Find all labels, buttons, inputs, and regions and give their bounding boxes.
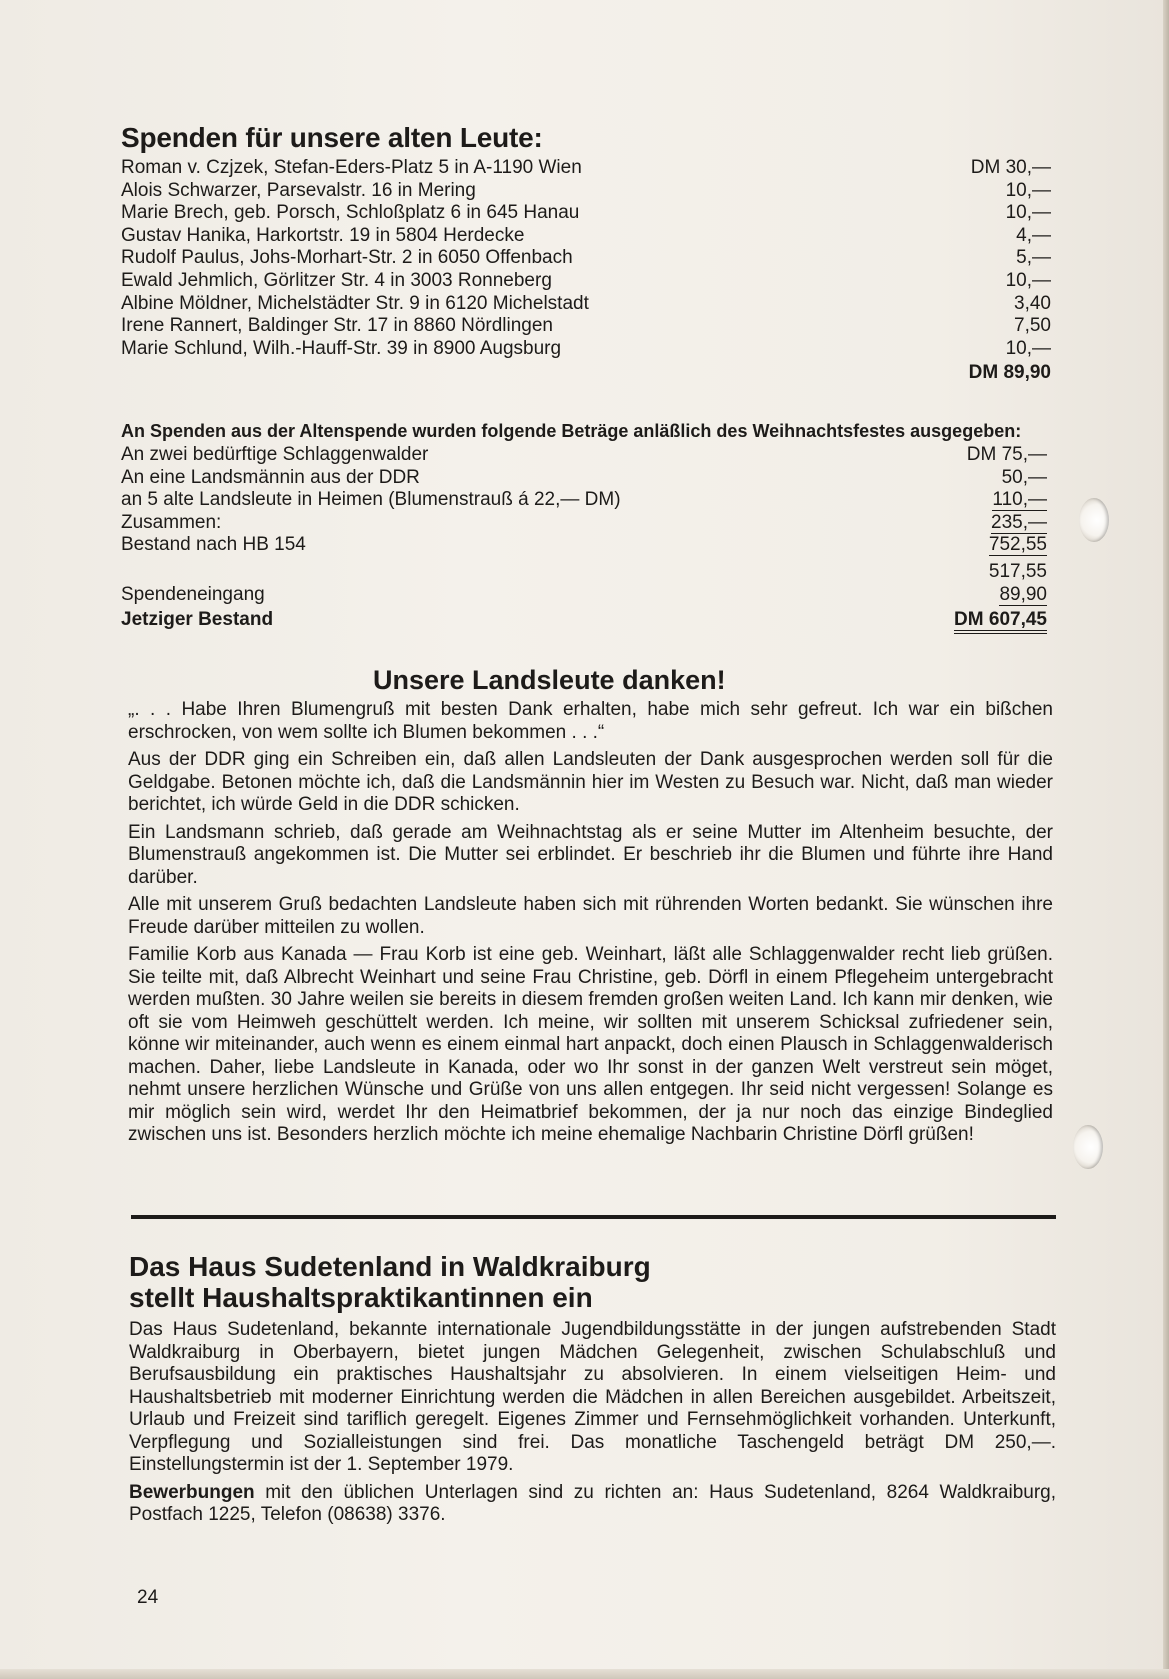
balance-block bbox=[121, 512, 1047, 632]
donation-amount: 10,— bbox=[1005, 337, 1051, 359]
haus-apply-rest: mit den üblichen Unterlagen sind zu richten an: Haus Sudetenland, 8264 Waldkraiburg, Postfach 1225, Telefon (08638) 3376. bbox=[129, 1481, 1056, 1525]
donation-amount: 10,— bbox=[1005, 269, 1051, 291]
thanks-paragraph: Ein Landsmann schrieb, daß gerade am Weihnachtstag als er seine Mutter im Altenheim besuchte, der Blumenstrauß angekommen ist. Die Mutter sei erblindet. Er beschrieb ihr die Blumen und führte ihre Hand darüber. bbox=[128, 821, 1053, 888]
donation-row bbox=[121, 247, 1051, 270]
haus-apply bbox=[129, 1482, 1056, 1527]
donation-amount: DM 30,— bbox=[970, 157, 1051, 178]
page-number: 24 bbox=[137, 1587, 159, 1608]
expenditure-amount: DM 75,— bbox=[966, 444, 1047, 465]
stock-amount: 752,55 bbox=[988, 534, 1047, 556]
expenditure-label: an 5 alte Landsleute in Heimen (Blumenstrauß á 22,— DM) bbox=[121, 489, 621, 511]
expenditure-label: An zwei bedürftige Schlaggenwalder bbox=[121, 444, 429, 465]
donation-row bbox=[121, 225, 1051, 248]
donation-label: Alois Schwarzer, Parsevalstr. 16 in Mering bbox=[121, 179, 476, 201]
donation-row bbox=[121, 338, 1051, 361]
donation-label: Roman v. Czjzek, Stefan-Eders-Platz 5 in A-1190 Wien bbox=[121, 157, 582, 178]
donation-label: Rudolf Paulus, Johs-Morhart-Str. 2 in 6050 Offenbach bbox=[121, 247, 573, 269]
expenditure-list bbox=[121, 444, 1047, 512]
donations-heading: Spenden für unsere alten Leute: bbox=[121, 122, 543, 153]
donation-amount: 5,— bbox=[1016, 247, 1051, 269]
donation-label: Marie Schlund, Wilh.-Hauff-Str. 39 in 8900 Augsburg bbox=[121, 337, 562, 359]
donation-label: Albine Möldner, Michelstädter Str. 9 in 6120 Michelstadt bbox=[121, 292, 589, 314]
donation-amount: 10,— bbox=[1005, 202, 1051, 224]
donation-row bbox=[121, 270, 1051, 293]
punch-hole-lower bbox=[1073, 1125, 1103, 1169]
haus-heading-line2: stellt Haushaltspraktikantinnen ein bbox=[129, 1282, 593, 1313]
donation-label: Gustav Hanika, Harkortstr. 19 in 5804 Herdecke bbox=[121, 224, 525, 246]
donation-row bbox=[121, 202, 1051, 225]
donation-list bbox=[121, 157, 1051, 360]
thanks-heading: Unsere Landsleute danken! bbox=[373, 665, 726, 695]
expenditure-label: An eine Landsmännin aus der DDR bbox=[121, 466, 420, 488]
donation-amount: 10,— bbox=[1005, 179, 1051, 201]
donation-amount: 7,50 bbox=[1014, 315, 1051, 337]
donation-amount: 3,40 bbox=[1014, 292, 1051, 314]
expenditure-row bbox=[121, 467, 1047, 490]
page-edge-bottom bbox=[0, 1669, 1169, 1679]
current-amount: DM 607,45 bbox=[954, 609, 1047, 634]
expenditure-amount-value: 110,— bbox=[992, 489, 1047, 511]
current-row bbox=[121, 609, 1047, 632]
page-edge-right bbox=[1163, 0, 1169, 1679]
donation-amount: 4,— bbox=[1016, 224, 1051, 246]
donation-label: Marie Brech, geb. Porsch, Schloßplatz 6 in 645 Hanau bbox=[121, 202, 580, 224]
expenditure-row bbox=[121, 489, 1047, 512]
remaining-row bbox=[121, 561, 1047, 584]
sum-label: Zusammen: bbox=[121, 511, 222, 533]
stock-row bbox=[121, 534, 1047, 557]
expenditure-section bbox=[121, 420, 1047, 632]
income-label: Spendeneingang bbox=[121, 583, 265, 605]
donation-row bbox=[121, 157, 1051, 180]
haus-section bbox=[129, 1251, 1056, 1532]
remaining-amount: 517,55 bbox=[988, 560, 1047, 582]
donation-row bbox=[121, 315, 1051, 338]
donations-total-row bbox=[121, 362, 1051, 388]
haus-apply-bold: Bewerbungen bbox=[129, 1481, 255, 1503]
sum-amount: 235,— bbox=[991, 511, 1047, 533]
thanks-paragraph: Familie Korb aus Kanada — Frau Korb ist eine geb. Weinhart, läßt alle Schlaggenwalder recht lieb grüßen. Sie teilte mit, daß Albrecht Weinhart und seine Frau Christine, geb. Dörfl in einem Pflegeheim untergebracht werden mußten. 30 Jahre weilen sie bereits in diesem fremden großen weiten Land. Ich kann mir denken, wie oft sie vom Heimweh geschüttelt werden. Ich meine, wir sollten mit unserem Schicksal zufriedener sein, könne wir miteinander, auch wenn es einem einmal hart anpackt, doch einen Plausch in Schlaggenwalderisch machen. Daher, liebe Landsleute in Kanada, oder wo Ihr sonst in der ganzen Welt verstreut sein möget, nehmt unsere herzlichen Wünsche und Grüße von uns allen entgegen. Ihr seid nicht vergessen! Solange es mir möglich sein wird, werdet Ihr den Heimatbrief bekommen, der ja nur noch das einzige Bindeglied zwischen uns ist. Besonders herzlich möchte ich meine ehemalige Nachbarin Christine Dörfl grüßen! bbox=[128, 944, 1053, 1145]
thanks-paragraph: Aus der DDR ging ein Schreiben ein, daß allen Landsleuten der Dank ausgesprochen werden soll für die Geldgabe. Betonen möchte ich, daß die Landsmännin hier im Westen zu Besuch war. Nicht, daß man wieder berichtet, ich würde Geld in die DDR schicken. bbox=[128, 749, 1053, 815]
donation-row bbox=[121, 293, 1051, 316]
thanks-paragraph: „. . . Habe Ihren Blumengruß mit besten Dank erhalten, habe mich sehr gefreut. Ich war ein bißchen erschrocken, von wem sollte ich Blumen bekommen . . .“ bbox=[128, 699, 1053, 743]
punch-hole-upper bbox=[1079, 498, 1109, 542]
donation-label: Ewald Jehmlich, Görlitzer Str. 4 in 3003 Ronneberg bbox=[121, 269, 552, 291]
donation-row bbox=[121, 180, 1051, 203]
haus-paragraph: Das Haus Sudetenland, bekannte internationale Jugendbildungsstätte in der jungen aufstrebenden Stadt Waldkraiburg in Oberbayern, bietet jungen Mädchen Gelegenheit, zwischen Schulabschluß und Berufsausbildung ein praktisches Haushaltsjahr zu absolvieren. In einem vielseitigen Heim- und Haushaltsbetrieb mit moderner Einrichtung werden die Mädchen in allen Bereichen ausgebildet. Arbeitszeit, Urlaub und Freizeit sind tariflich geregelt. Eigenes Zimmer und Fernsehmöglichkeit vorhanden. Unterkunft, Verpflegung und Sozialleistungen sind frei. Das monatliche Taschengeld beträgt DM 250,—. Einstellungstermin ist der 1. September 1979. bbox=[129, 1319, 1056, 1475]
donations-total: DM 89,90 bbox=[968, 362, 1051, 384]
current-label: Jetziger Bestand bbox=[121, 609, 274, 631]
income-row bbox=[121, 584, 1047, 607]
donation-label: Irene Rannert, Baldinger Str. 17 in 8860 Nördlingen bbox=[121, 315, 553, 337]
expenditure-amount bbox=[937, 489, 1047, 512]
thanks-body bbox=[128, 699, 1053, 1152]
income-amount: 89,90 bbox=[999, 583, 1047, 605]
section-divider bbox=[131, 1215, 1056, 1219]
expenditure-row bbox=[121, 444, 1047, 467]
haus-heading-line1: Das Haus Sudetenland in Waldkraiburg bbox=[129, 1251, 651, 1282]
stock-label: Bestand nach HB 154 bbox=[121, 534, 306, 556]
sum-row bbox=[121, 512, 1047, 535]
thanks-paragraph: Alle mit unserem Gruß bedachten Landsleute haben sich mit rührenden Worten bedankt. Sie wünschen ihre Freude darüber mitteilen zu wollen. bbox=[128, 894, 1053, 938]
expenditure-intro: An Spenden aus der Altenspende wurden folgende Beträge anläßlich des Weihnachtsfestes ausgegeben: bbox=[121, 421, 1022, 441]
expenditure-amount: 50,— bbox=[1001, 466, 1047, 488]
donations-section bbox=[121, 122, 1051, 388]
